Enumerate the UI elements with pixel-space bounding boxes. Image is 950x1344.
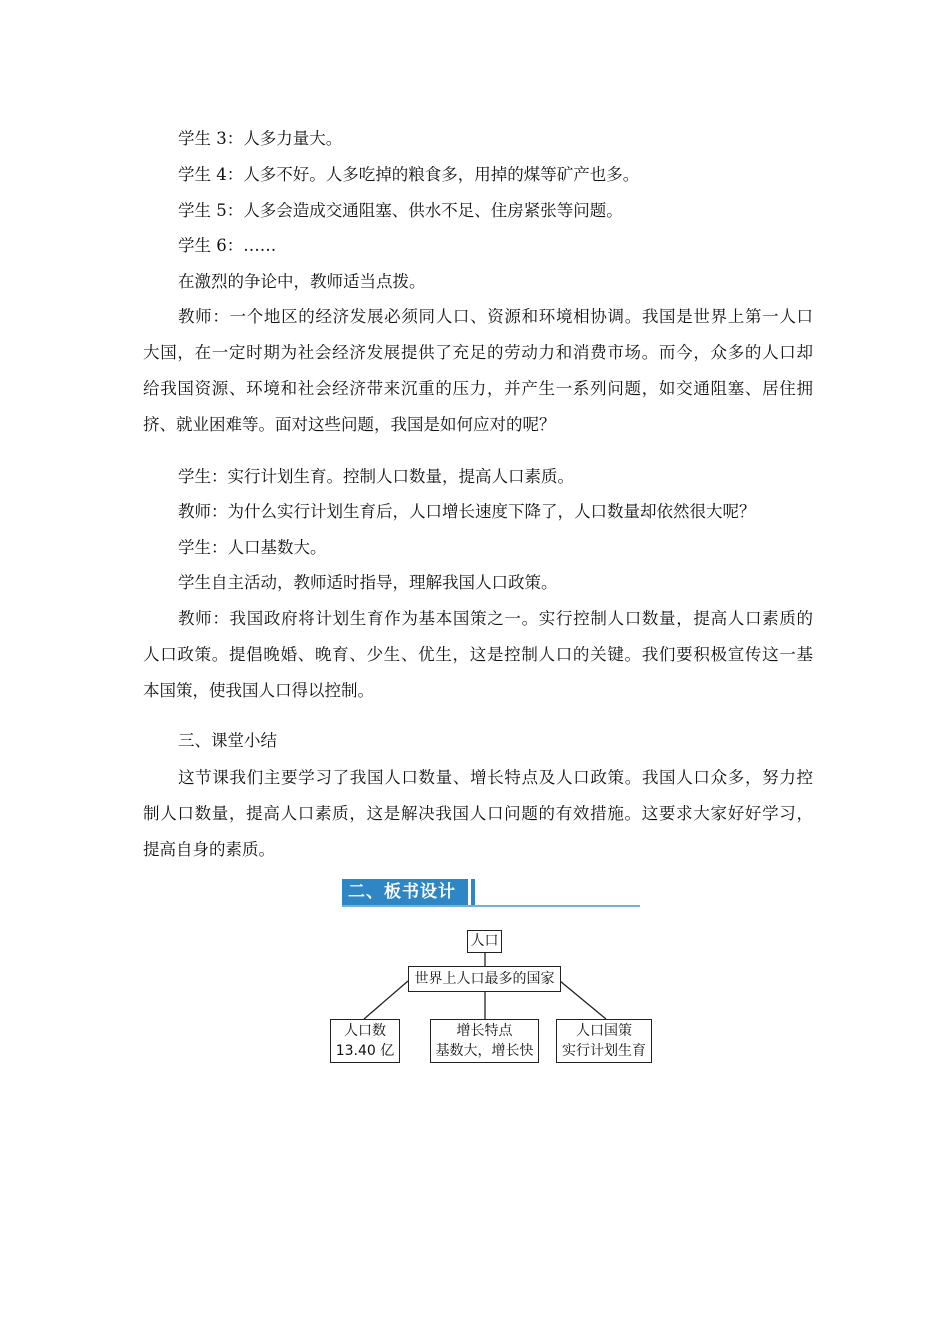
- node-root: [467, 930, 502, 953]
- board-heading-label: 二、板书设计: [342, 879, 468, 905]
- node-detail: 13.40 亿: [335, 1043, 395, 1059]
- node-growth-features: [430, 1019, 539, 1063]
- text-line: 学生 3：人多力量大。: [178, 129, 343, 148]
- text-line: 本国策，使我国人口得以控制。: [143, 681, 374, 700]
- text-line: 大国，在一定时期为社会经济发展提供了充足的劳动力和消费市场。而今，众多的人口却: [143, 343, 813, 362]
- text-line: 三、课堂小结: [178, 731, 277, 750]
- text-line: 制人口数量，提高人口素质，这是解决我国人口问题的有效措施。这要求大家好好学习，: [143, 804, 813, 823]
- node-middle: [408, 966, 561, 992]
- text-line: 学生 5：人多会造成交通阻塞、供水不足、住房紧张等问题。: [178, 201, 623, 220]
- text-line: 教师：一个地区的经济发展必须同人口、资源和环境相协调。我国是世界上第一人口: [178, 307, 813, 326]
- text-line: 人口政策。提倡晚婚、晚育、少生、优生，这是控制人口的关键。我们要积极宣传这一基: [143, 645, 813, 664]
- text-line: 教师：为什么实行计划生育后，人口增长速度下降了，人口数量却依然很大呢？: [178, 502, 756, 521]
- text-line: 这节课我们主要学习了我国人口数量、增长特点及人口政策。我国人口众多，努力控: [178, 768, 813, 787]
- text-line: 给我国资源、环境和社会经济带来沉重的压力，并产生一系列问题，如交通阻塞、居住拥: [143, 379, 813, 398]
- text-line: 挤、就业困难等。面对这些问题，我国是如何应对的呢？: [143, 415, 556, 434]
- text-line: 提高自身的素质。: [143, 840, 275, 859]
- node-detail: 基数大，增长快: [435, 1043, 534, 1059]
- connector-branch-1: [364, 981, 408, 1019]
- node-root-label: 人口: [470, 933, 499, 949]
- text-line: 学生：人口基数大。: [178, 538, 327, 557]
- text-line: 学生 6：……: [178, 236, 277, 255]
- text-line: 学生 4：人多不好。人多吃掉的粮食多，用掉的煤等矿产也多。: [178, 165, 640, 184]
- node-title: 人口数: [344, 1023, 386, 1039]
- node-detail: 实行计划生育: [562, 1043, 646, 1059]
- node-population-policy: [556, 1019, 652, 1063]
- connector-branch-3: [560, 981, 606, 1019]
- text-line: 学生自主活动，教师适时指导，理解我国人口政策。: [178, 573, 558, 592]
- node-middle-label: 世界上人口最多的国家: [414, 971, 555, 987]
- text-line: 在激烈的争论中，教师适当点拨。: [178, 272, 426, 291]
- node-title: 人口国策: [576, 1023, 632, 1039]
- node-population-count: [330, 1019, 400, 1063]
- node-title: 增长特点: [456, 1023, 513, 1039]
- text-line: 学生：实行计划生育。控制人口数量，提高人口素质。: [178, 467, 574, 486]
- text-line: 教师：我国政府将计划生育作为基本国策之一。实行控制人口数量，提高人口素质的: [178, 609, 813, 628]
